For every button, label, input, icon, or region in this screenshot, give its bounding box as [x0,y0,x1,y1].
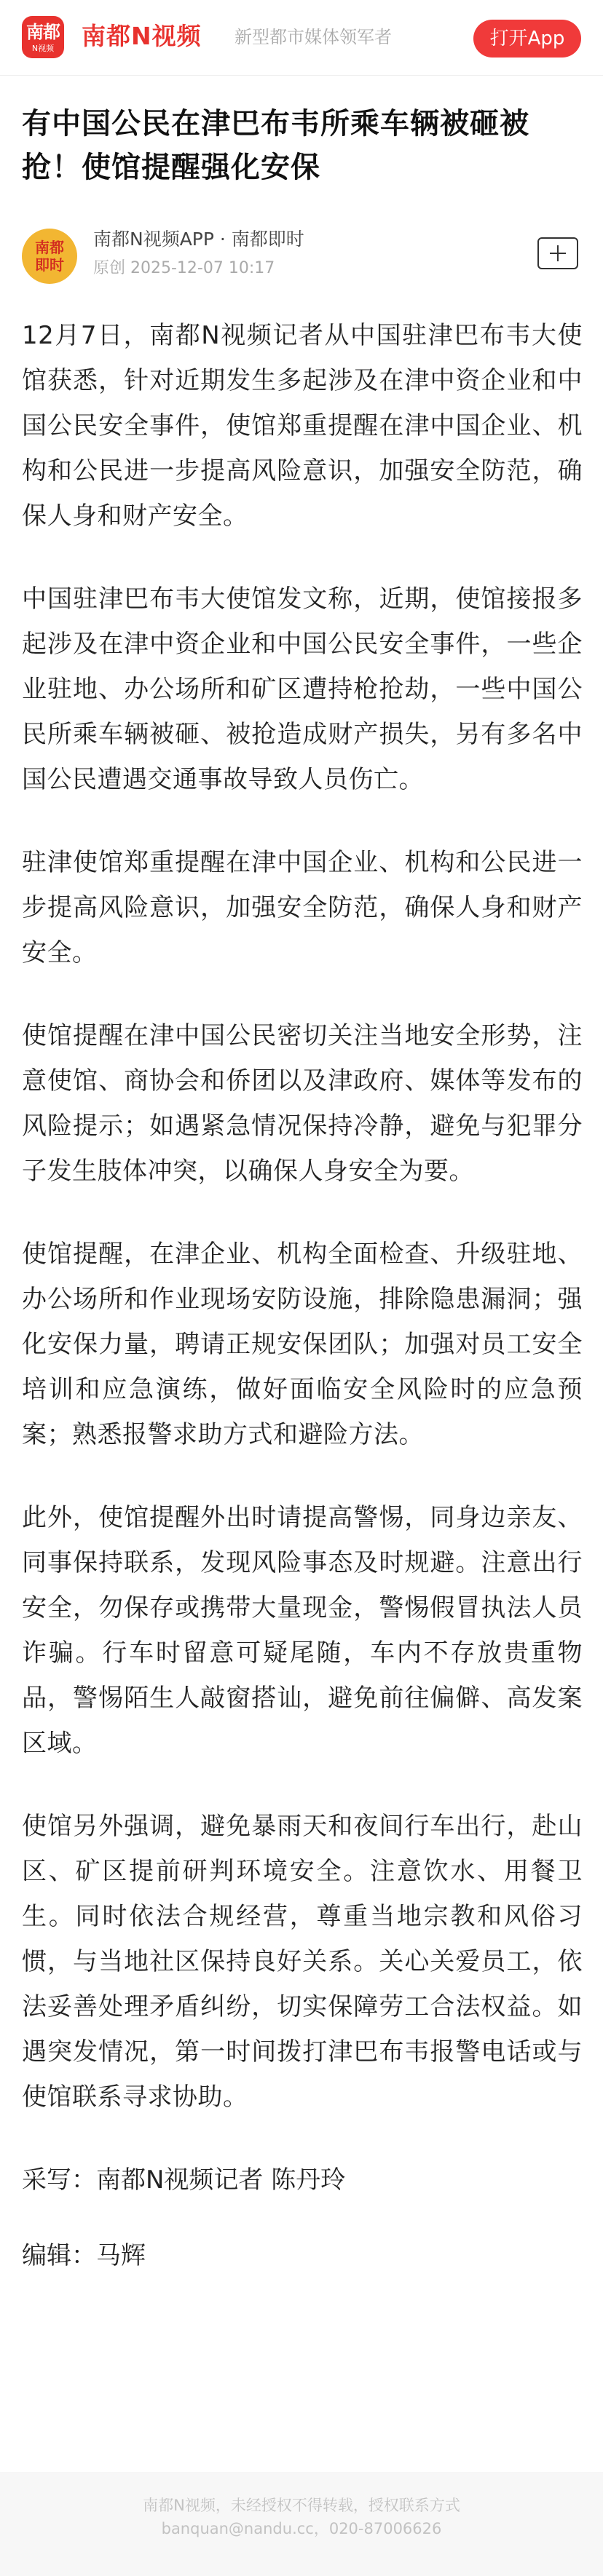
article-paragraph: 此外，使馆提醒外出时请提高警惕，同身边亲友、同事保持联系，发现风险事态及时规避。注意出行安全，勿保存或携带大量现金，警惕假冒执法人员诈骗。行车时留意可疑尾随，车内不存放贵重物品，警惕陌生人敲窗搭讪，避免前往偏僻、高发案区域。 [22,1503,583,1758]
open-app-button[interactable]: 打开App [473,20,581,58]
author-name[interactable]: 南都N视频APP · 南都即时 [93,229,304,250]
copyright-notice: 南都N视频，未经授权不得转载，授权联系方式 [143,2497,460,2514]
app-logo-icon[interactable] [22,16,64,58]
editor-credit: 编辑：马辉 [22,2241,146,2270]
logo-subtext: N视频 [31,44,55,53]
app-slogan: 新型都市媒体领军者 [234,27,392,47]
article-title: 有中国公民在津巴布韦所乘车辆被砸被抢！使馆提醒强化安保 [22,107,529,184]
article-body [22,313,583,2309]
publish-meta: 原创 2025-12-07 10:17 [93,259,275,277]
article-paragraph: 12月7日，南都N视频记者从中国驻津巴布韦大使馆获悉，针对近期发生多起涉及在津中资企业和中国公民安全事件，使馆郑重提醒在津中国企业、机构和公民进一步提高风险意识，加强安全防范，确保人身和财产安全。 [22,321,583,531]
avatar-text: 南都 即时 [35,239,64,274]
copyright-footer [0,2472,603,2576]
app-header [0,0,603,76]
follow-button[interactable] [537,237,578,269]
app-name: 南都N视频 [82,22,202,50]
article-paragraph: 使馆提醒，在津企业、机构全面检查、升级驻地、办公场所和作业现场安防设施，排除隐患漏洞；强化安保力量，聘请正规安保团队；加强对员工安全培训和应急演练，做好面临安全风险时的应急预案；熟悉报警求助方式和避险方法。 [22,1240,583,1449]
article-paragraph: 使馆提醒在津中国公民密切关注当地安全形势，注意使馆、商协会和侨团以及津政府、媒体等发布的风险提示；如遇紧急情况保持冷静，避免与犯罪分子发生肢体冲突，以确保人身安全为要。 [22,1021,583,1186]
logo-text: 南都 [26,22,60,42]
article-paragraph: 使馆另外强调，避免暴雨天和夜间行车出行，赴山区、矿区提前研判环境安全。注意饮水、用餐卫生。同时依法合规经营，尊重当地宗教和风俗习惯，与当地社区保持良好关系。关心关爱员工，依法妥善处理矛盾纠纷，切实保障劳工合法权益。如遇突发情况，第一时间拨打津巴布韦报警电话或与使馆联系寻求协助。 [22,1812,583,2112]
reporter-credit: 采写：南都N视频记者 陈丹玲 [22,2165,346,2195]
article-paragraph: 中国驻津巴布韦大使馆发文称，近期，使馆接报多起涉及在津中资企业和中国公民安全事件，一些企业驻地、办公场所和矿区遭持枪抢劫，一些中国公民所乘车辆被砸、被抢造成财产损失，另有多名中国公民遭遇交通事故导致人员伤亡。 [22,584,583,794]
author-avatar[interactable] [22,229,77,284]
article-paragraph: 驻津使馆郑重提醒在津中国企业、机构和公民进一步提高风险意识，加强安全防范，确保人身和财产安全。 [22,848,583,967]
copyright-contact: banquan@nandu.cc，020-87006626 [161,2520,442,2537]
